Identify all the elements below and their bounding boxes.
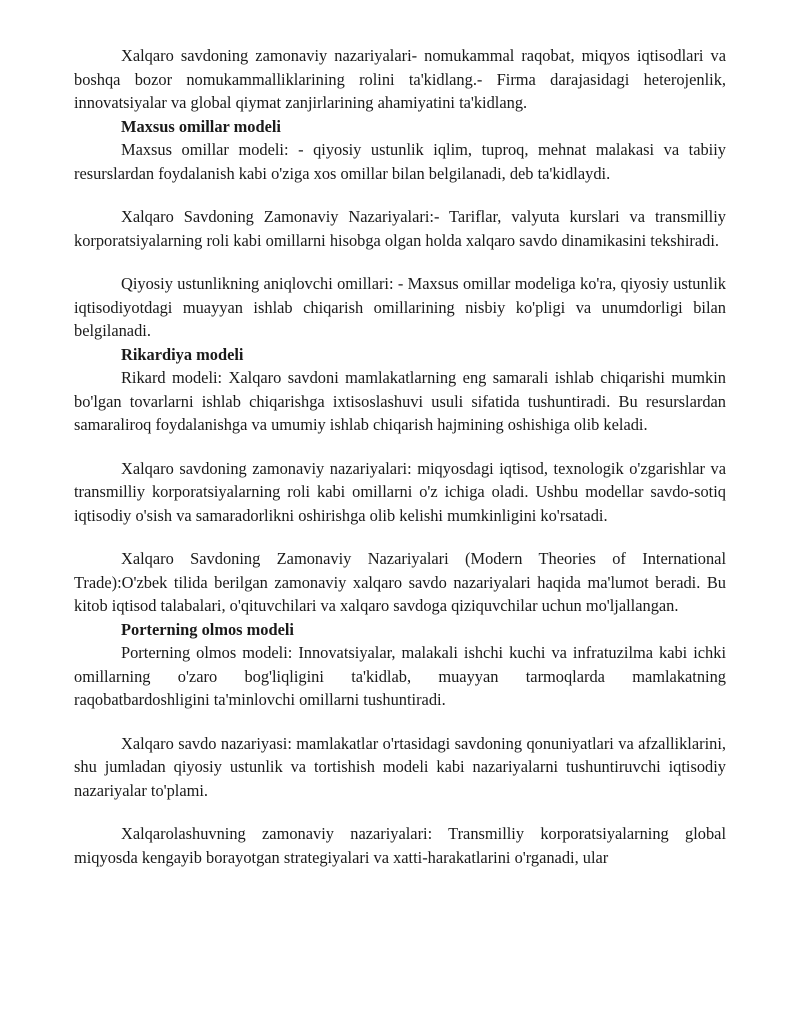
document-page (74, 44, 726, 869)
paragraph-specific-factors-model: Maxsus omillar modeli: - qiyosiy ustunlik iqlim, tuproq, mehnat malakasi va tabiiy resurslardan foydalanish kabi o'ziga xos omillar bilan belgilanadi, deb ta'kidlaydi. (74, 140, 726, 183)
heading-specific-factors-model: Maxsus omillar modeli (121, 116, 281, 136)
paragraph-internationalization-theories: Xalqarolashuvning zamonaviy nazariyalari: Transmilliy korporatsiyalarning global miqyosda kengayib borayotgan strategiyalari va xatti-harakatlarini o'rganadi, ular (74, 824, 726, 867)
paragraph-modern-theories-scale: Xalqaro savdoning zamonaviy nazariyalari: miqyosdagi iqtisod, texnologik o'zgarishlar va transmilliy korporatsiyalarning roli kabi omillarni o'z ichiga oladi. Ushbu modellar savdo-sotiq iqtisodiy o'sish va samaradorlikni oshirishga olib kelishi mumkinligini ko'rsatadi. (74, 458, 726, 525)
paragraph-porter-diamond-model: Porterning olmos modeli: Innovatsiyalar, malakali ishchi kuchi va infratuzilma kabi ichki omillarning o'zaro bog'liqligini ta'kidlab, muayyan tarmoqlarda mamlakatning raqobatbardoshligini ta'minlovchi omillarni tushuntiradi. (74, 643, 726, 709)
paragraph-ricardian-model: Rikard modeli: Xalqaro savdoni mamlakatlarning eng samarali ishlab chiqarishi mumkin bo'lgan tovarlarni ishlab chiqarishga ixtisoslashuvi usuli sifatida tushuntiradi. Bu resurslardan samaraliroq foydalanishga va umumiy ishlab chiqarish hajmining oshishiga olib keladi. (74, 368, 726, 434)
paragraph-modern-theories-tariffs: Xalqaro Savdoning Zamonaviy Nazariyalari:- Tariflar, valyuta kurslari va transmilliy korporatsiyalarning roli kabi omillarni hisobga olgan holda xalqaro savdo dinamikasini tekshiradi. (74, 207, 726, 250)
paragraph-international-trade-theory: Xalqaro savdo nazariyasi: mamlakatlar o'rtasidagi savdoning qonuniyatlari va afzalliklarini, shu jumladan qiyosiy ustunlik va tortishish modeli kabi nazariyalarni tushuntiruvchi iqtisodiy nazariyalar to'plami. (74, 733, 726, 800)
heading-ricardian-model: Rikardiya modeli (121, 344, 244, 364)
heading-porter-diamond-model: Porterning olmos modeli (121, 619, 294, 639)
paragraph-comparative-advantage-factors: Qiyosiy ustunlikning aniqlovchi omillari: - Maxsus omillar modeliga ko'ra, qiyosiy ustunlik iqtisodiyotdagi muayyan ishlab chiqarish omillarining nisbiy ko'pligi va unumdorligi bilan belgilanadi. (74, 274, 726, 340)
paragraph-modern-theories-intro: Xalqaro savdoning zamonaviy nazariyalari- nomukammal raqobat, miqyos iqtisodlari va boshqa bozor nomukammalliklarining rolini ta'kidlang.- Firma darajasidagi heterojenlik, innovatsiyalar va global qiymat zanjirlarining ahamiyatini ta'kidlang. (74, 46, 726, 112)
paragraph-modern-theories-book: Xalqaro Savdoning Zamonaviy Nazariyalari (Modern Theories of International Trade):O'zbek tilida berilgan zamonaviy xalqaro savdo nazariyalari haqida ma'lumot beradi. Bu kitob iqtisod talabalari, o'qituvchilari va xalqaro savdoga qiziquvchilar uchun mo'ljallangan. (74, 549, 726, 615)
